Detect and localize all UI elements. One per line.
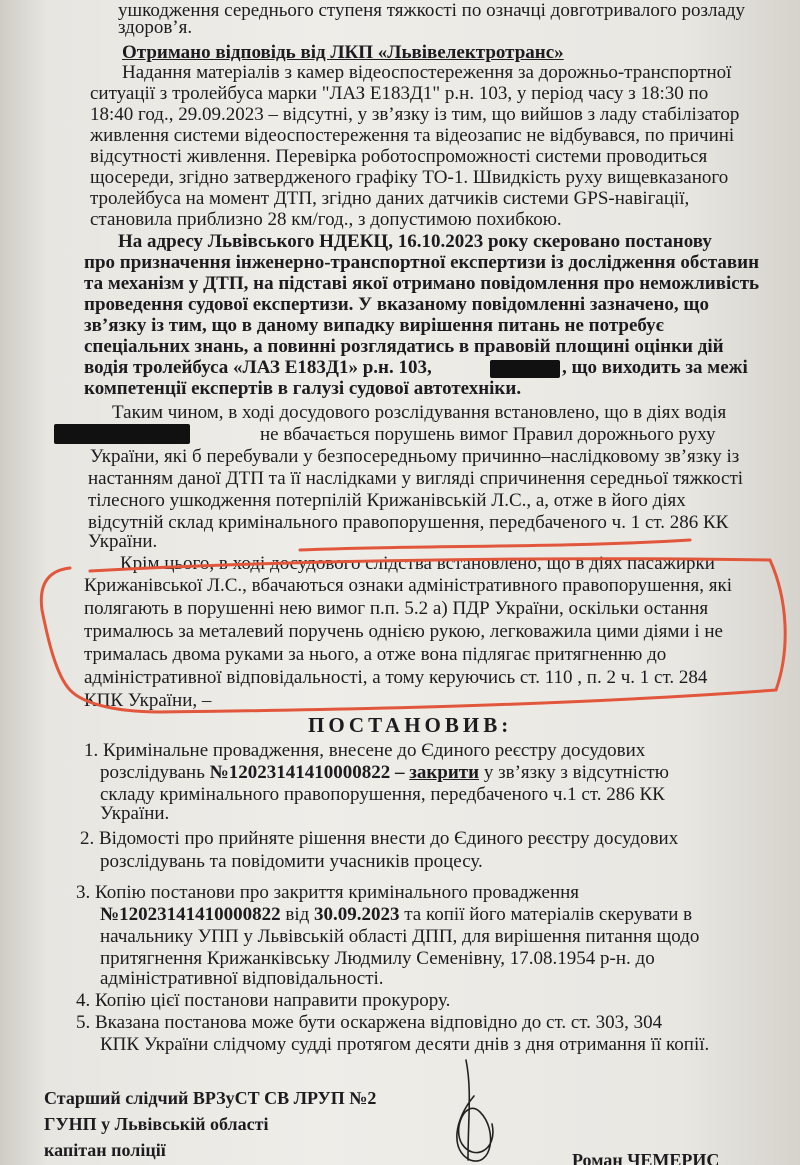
- text-line: не вбачається порушень вимог Правил дорожнього руху: [260, 424, 716, 445]
- text-line: відсутній склад кримінального правопорушення, передбаченого ч. 1 ст. 286 КК: [88, 512, 729, 533]
- text-line: України.: [100, 803, 170, 824]
- text-line: живлення системи відеоспостереження та відеозапис не відбувався, по причині: [90, 125, 735, 146]
- text-line: тролейбуса на момент ДТП, згідно даних датчиків системи GPS-навігації,: [90, 188, 690, 209]
- text-line: Таким чином, в ході досудового розслідування встановлено, що в діях водія: [112, 402, 727, 423]
- text-line: КПК України, –: [84, 690, 212, 711]
- text-line: начальнику УПП у Львівській області ДПП, для вирішення питання щодо: [100, 926, 700, 947]
- text-line: Крижанівської Л.С., вбачаються ознаки адміністративного правопорушення, які: [84, 575, 732, 596]
- text-line: складу кримінального правопорушення, передбаченого ч.1 ст. 286 КК: [100, 784, 665, 805]
- text-line: відсутності живлення. Перевірка роботоспроможності системи проводиться: [90, 146, 708, 167]
- text-line: адміністративної відповідальності, а тому керуючись ст. 110 , п. 2 ч. 1 ст. 284: [84, 667, 708, 688]
- signatory-department: ГУНП у Львівській області: [44, 1114, 269, 1134]
- text-line: щосереди, згідно затвердженого графіку ТО-1. Швидкість руху вищевказаного: [90, 167, 729, 188]
- text-line: України.: [88, 531, 158, 552]
- text-line: трималюсь за металевий поручень однією рукою, легковажила цими діями і не: [84, 621, 723, 642]
- text-line: проведення судової експертизи. У вказаному повідомленні зазначено, що: [84, 294, 709, 315]
- text-line: здоров’я.: [118, 17, 193, 38]
- text-line: зв’язку із тим, що в даному випадку вирішення питань не потребує: [84, 315, 664, 336]
- signatory-name: Роман ЧЕМЕРИС: [572, 1150, 720, 1165]
- redaction-bar: [54, 424, 190, 444]
- text-line: тілесного ушкодження потерпілій Крижанівській Л.С., а, отже в його діях: [88, 490, 686, 511]
- text-line: На адресу Львівського НДЕКЦ, 16.10.2023 року скеровано постанову: [118, 231, 712, 252]
- text-line: розслідувань №12023141410000822 – закрити у зв’язку з відсутністю: [100, 762, 669, 783]
- text-line: водія тролейбуса «ЛАЗ Е183Д1» р.н. 103,: [84, 357, 432, 378]
- text-line: України, які б перебували у безпосередньому причинно–наслідковому зв’язку із: [90, 446, 740, 467]
- text-line: ситуації з тролейбуса марки "ЛАЗ Е183Д1" р.н. 103, у період часу з 18:30 по: [90, 83, 709, 104]
- red-underline-mark: [300, 540, 690, 550]
- text-line: настанням даної ДТП та її наслідками у вигляді спричинення середньої тяжкості: [88, 468, 744, 489]
- text-line: про призначення інженерно-транспортної експертизи із дослідження обставин: [84, 252, 760, 273]
- list-item: 1. Кримінальне провадження, внесене до Єдиного реєстру досудових: [84, 740, 646, 761]
- text-line: 18:40 год., 29.09.2023 – відсутні, у зв’язку із тим, що вийшов з ладу стабілізатор: [90, 104, 740, 125]
- list-item: 2. Відомості про прийняте рішення внести до Єдиного реєстру досудових: [80, 828, 679, 849]
- signatory-rank: капітан поліції: [44, 1140, 166, 1160]
- signatory-position: Старший слідчий ВРЗуСТ СВ ЛРУП №2: [44, 1088, 377, 1108]
- text-line: та механізм у ДТП, на підставі якої отримано повідомлення про неможливість: [84, 273, 760, 294]
- redaction-bar: [490, 360, 560, 378]
- list-item: 3. Копію постанови про закриття кримінального провадження: [76, 882, 580, 903]
- list-item: 5. Вказана постанова може бути оскаржена відповідно до ст. ст. 303, 304: [76, 1012, 663, 1033]
- text-line: КПК України слідчому судді протягом десяти днів з дня отримання її копії.: [100, 1034, 710, 1055]
- text-line: становила приблизно 28 км/год., з допустимою похибкою.: [90, 209, 562, 230]
- text-line: №12023141410000822 від 30.09.2023 та копії його матеріалів скерувати в: [100, 904, 693, 925]
- text-line: розслідувань та повідомити учасників процесу.: [100, 851, 483, 872]
- text-line: компетенції експертів в галузі судової автотехніки.: [84, 378, 522, 399]
- text-line: притягнення Крижанківську Людмилу Семенівну, 17.08.1954 р-н. до: [100, 948, 655, 969]
- text-line: Надання матеріалів з камер відеоспостереження за дорожньо-транспортної: [122, 62, 732, 83]
- text-line: ушкодження середнього ступеня тяжкості по означці довготривалого розладу: [118, 0, 746, 21]
- text-line: трималась двома руками за нього, а отже вона підлягає притягненню до: [84, 644, 667, 665]
- section-heading: Отримано відповідь від ЛКП «Львівелектротранс»: [122, 42, 564, 63]
- list-item: 4. Копію цієї постанови направити прокурору.: [76, 990, 451, 1011]
- text-line: адміністративної відповідальності.: [100, 968, 384, 989]
- resolution-heading: ПОСТАНОВИВ:: [308, 713, 513, 737]
- text-line: спеціальних знань, а повинні розглядатись в правовій площині оцінки дій: [84, 336, 724, 357]
- text-line: полягають в порушенні нею вимог п.п. 5.2 а) ПДР України, оскільки остання: [84, 598, 709, 619]
- handwritten-signature: [457, 1060, 493, 1161]
- text-line: , що виходить за межі: [562, 357, 748, 378]
- text-line: Крім цього, в ході досудового слідства встановлено, що в діях пасажирки: [120, 553, 715, 574]
